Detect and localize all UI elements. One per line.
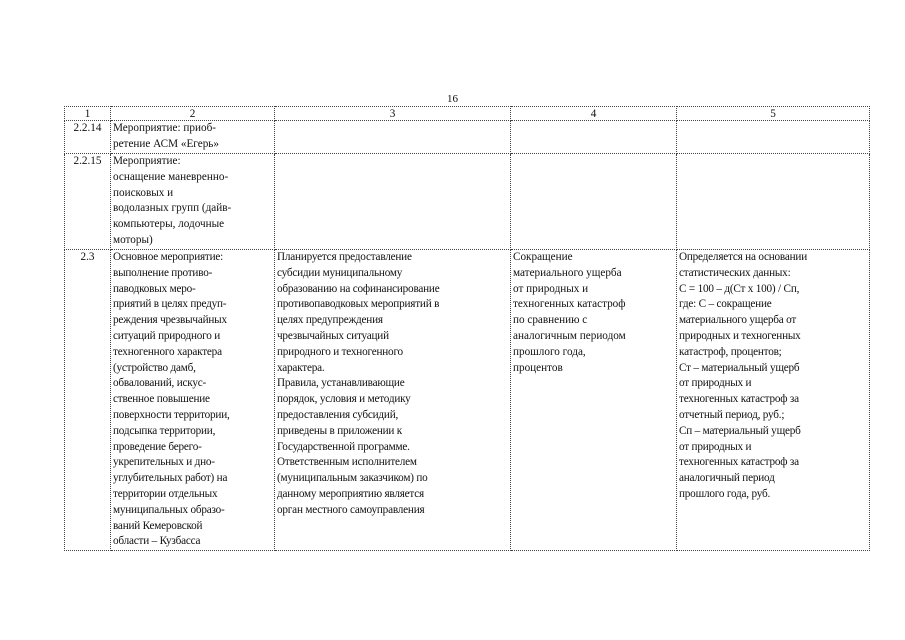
table-row [65, 154, 870, 250]
measures-table [64, 106, 870, 551]
indicator-name: Сокращение материального ущерба от природных и техногенных катастроф по сравнению с аналогичным периодом прошлого года, процентов [511, 250, 677, 551]
measure-details [275, 154, 511, 250]
table-row [65, 121, 870, 154]
header-cell-3: 3 [275, 107, 511, 121]
header-cell-2: 2 [111, 107, 275, 121]
indicator-name [511, 154, 677, 250]
row-number: 2.3 [65, 250, 111, 551]
header-cell-1: 1 [65, 107, 111, 121]
indicator-method [677, 154, 870, 250]
header-cell-5: 5 [677, 107, 870, 121]
page-number: 16 [447, 93, 458, 105]
measure-description: Мероприятие: оснащение маневренно- поисковых и водолазных групп (дайв- компьютеры, лодочные моторы) [111, 154, 275, 250]
indicator-method [677, 121, 870, 154]
measure-description: Основное мероприятие: выполнение противо- паводковых меро- приятий в целях предуп- реждения чрезвычайных ситуаций природного и техногенного характера (устройство дамб, обвалований, искус- ственное повышение поверхности территории, подсыпка территории, проведение берего- укрепительных и дно- углубительных работ) на территории отдельных муниципальных образо- ваний Кемеровской области – Кузбасса [111, 250, 275, 551]
row-number: 2.2.15 [65, 154, 111, 250]
measure-description: Мероприятие: приоб- ретение АСМ «Егерь» [111, 121, 275, 154]
table-row [65, 250, 870, 551]
header-cell-4: 4 [511, 107, 677, 121]
indicator-name [511, 121, 677, 154]
row-number: 2.2.14 [65, 121, 111, 154]
indicator-method: Определяется на основании статистических данных: С = 100 – д(Ст х 100) / Сп, где: С – сокращение материального ущерба от природных и техногенных катастроф, процентов; Ст – материальный ущерб от природных и техногенных катастроф за отчетный период, руб.; Сп – материальный ущерб от природных и техногенных катастроф за аналогичный период прошлого года, руб. [677, 250, 870, 551]
measure-details [275, 121, 511, 154]
measure-details: Планируется предоставление субсидии муниципальному образованию на софинансирование противопаводковых мероприятий в целях предупреждения чрезвычайных ситуаций природного и техногенного характера. Правила, устанавливающие порядок, условия и методику предоставления субсидий, приведены в приложении к Государственной программе. Ответственным исполнителем (муниципальным заказчиком) по данному мероприятию является орган местного самоуправления [275, 250, 511, 551]
header-row [65, 107, 870, 121]
